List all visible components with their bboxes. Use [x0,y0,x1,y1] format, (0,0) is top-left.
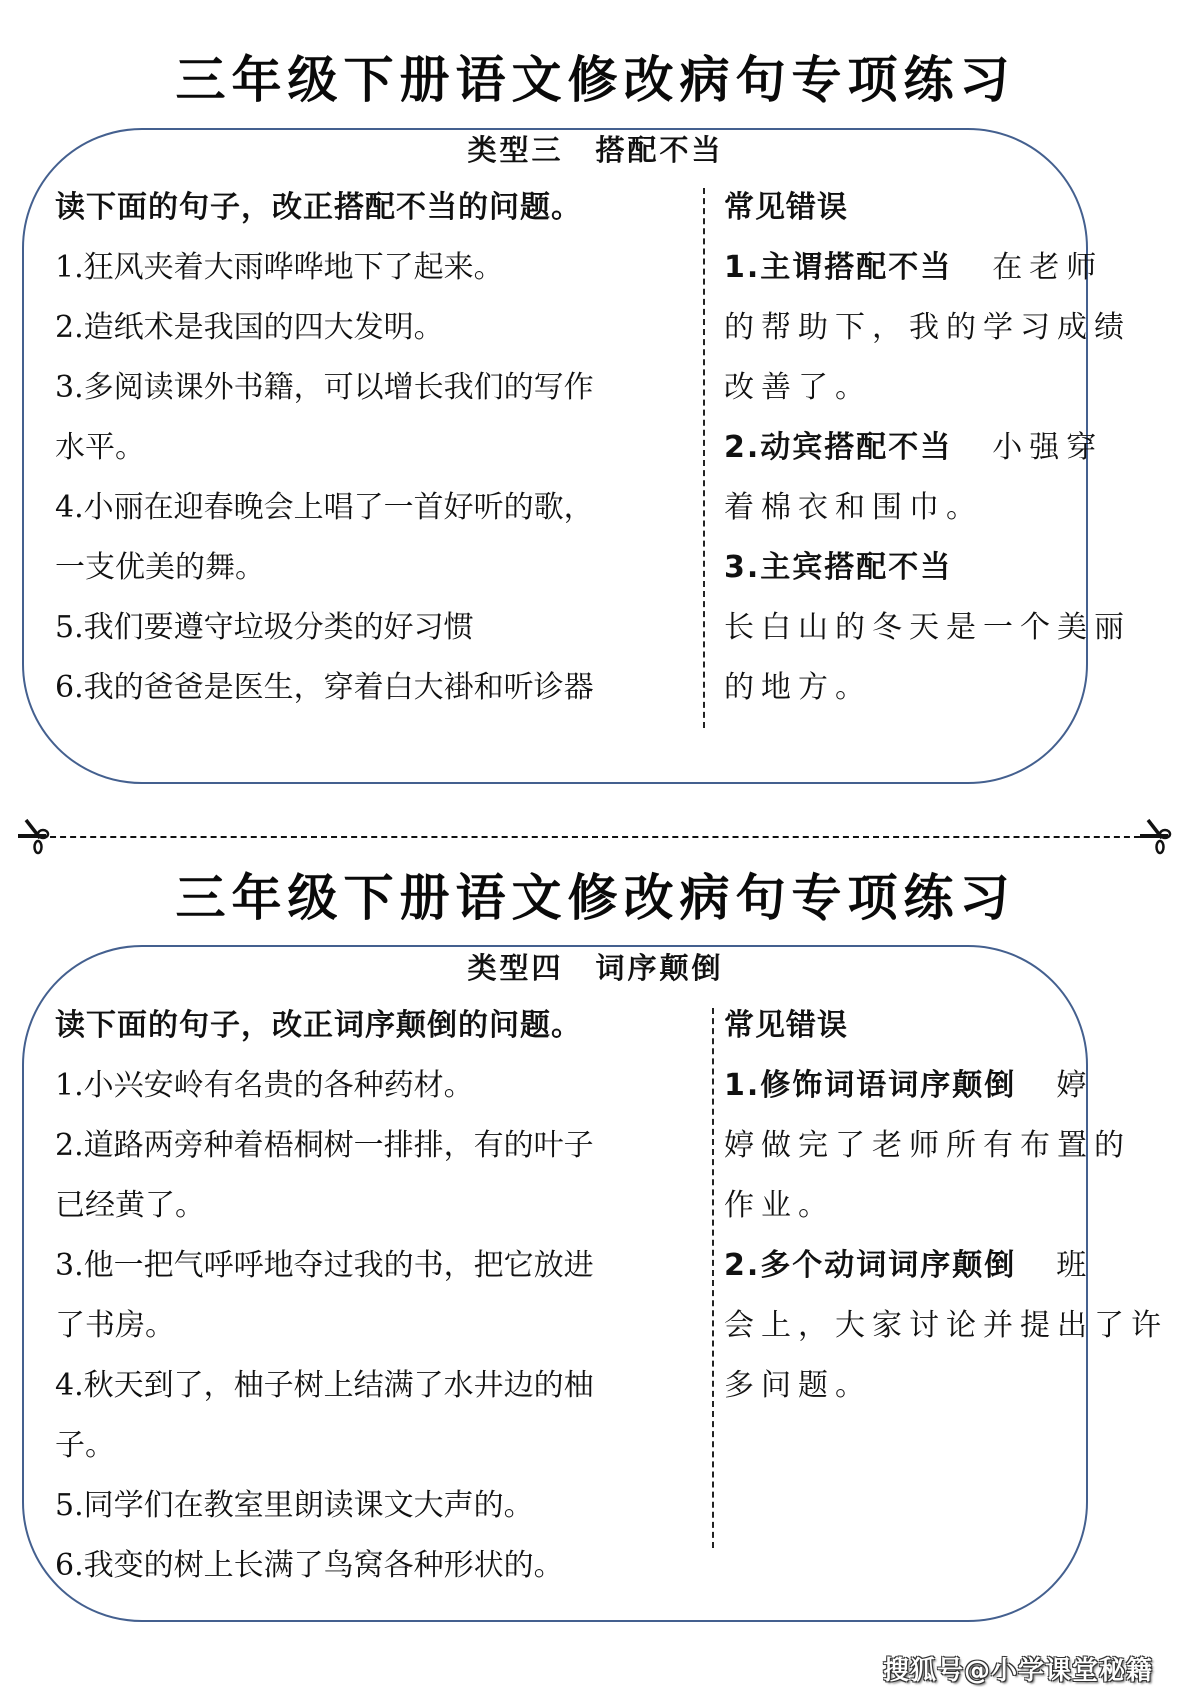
exercise-line: 3.多阅读课外书籍，可以增长我们的写作 [55,370,594,405]
sheet2-title: 三年级下册语文修改病句专项练习 [175,869,1016,927]
scissors-icon [1138,816,1172,856]
sheet1-subtitle: 类型三 搭配不当 [467,133,724,167]
exercise-line: 1.狂风夹着大雨哗哗地下了起来。 [55,250,504,285]
error-example-text: 长白山的冬天是一个美丽 [724,610,1131,645]
sheet2-common-errors-column [724,996,1168,1416]
error-example-text: 多问题。 [724,1368,872,1403]
exercise-line: 2.造纸术是我国的四大发明。 [55,310,444,345]
exercise-line: 5.同学们在教室里朗读课文大声的。 [55,1488,534,1523]
error-type-label: 2.动宾搭配不当 [724,430,953,465]
error-example-text: 的地方。 [724,670,872,705]
sheet2-subtitle: 类型四 词序颠倒 [467,951,724,985]
common-errors-heading: 常见错误 [724,190,848,225]
exercise-line: 5.我们要遵守垃圾分类的好习惯 [55,610,474,645]
watermark: 搜狐号@小学课堂秘籍 [882,1656,1153,1686]
sheet1-exercise-column [55,178,695,718]
error-example-text: 班 [1056,1248,1094,1283]
error-example-text: 婷 [1056,1068,1094,1103]
scissors-icon [16,816,50,856]
error-example-text: 在老师 [992,250,1104,285]
exercise-line: 已经黄了。 [55,1188,205,1223]
error-example-text: 作业。 [724,1188,835,1223]
error-example-text: 婷做完了老师所有布置的 [724,1128,1131,1163]
error-example-text: 着棉衣和围巾。 [724,490,983,525]
error-type-label: 1.主谓搭配不当 [724,250,953,285]
sheet1-instruction: 读下面的句子，改正搭配不当的问题。 [55,190,582,225]
exercise-line: 2.道路两旁种着梧桐树一排排，有的叶子 [55,1128,594,1163]
exercise-line: 4.小丽在迎春晚会上唱了一首好听的歌， [55,490,594,525]
sheet1-column-divider [703,188,705,728]
error-type-label: 1.修饰词语词序颠倒 [724,1068,1017,1103]
sheet2-column-divider [712,1008,714,1548]
sheet1-common-errors-column [724,178,1131,718]
exercise-line: 水平。 [55,430,145,465]
exercise-line: 子。 [55,1428,115,1463]
exercise-line: 1.小兴安岭有名贵的各种药材。 [55,1068,474,1103]
sheet1-title: 三年级下册语文修改病句专项练习 [175,51,1016,109]
error-example-text: 改善了。 [724,370,872,405]
cut-line [40,836,1150,838]
exercise-line: 4.秋天到了，柚子树上结满了水井边的柚 [55,1368,594,1403]
sheet2-instruction: 读下面的句子，改正词序颠倒的问题。 [55,1008,582,1043]
error-example-text: 会上，大家讨论并提出了许 [724,1308,1168,1343]
error-type-label: 2.多个动词词序颠倒 [724,1248,1017,1283]
error-example-text: 小强穿 [992,430,1104,465]
error-example-text: 的帮助下，我的学习成绩 [724,310,1131,345]
exercise-line: 3.他一把气呼呼地夺过我的书，把它放进 [55,1248,594,1283]
exercise-line: 6.我的爸爸是医生，穿着白大褂和听诊器 [55,670,594,705]
exercise-line: 6.我变的树上长满了鸟窝各种形状的。 [55,1548,564,1583]
error-type-label: 3.主宾搭配不当 [724,550,953,585]
exercise-line: 了书房。 [55,1308,175,1343]
exercise-line: 一支优美的舞。 [55,550,265,585]
sheet2-exercise-column [55,996,695,1596]
common-errors-heading: 常见错误 [724,1008,848,1043]
